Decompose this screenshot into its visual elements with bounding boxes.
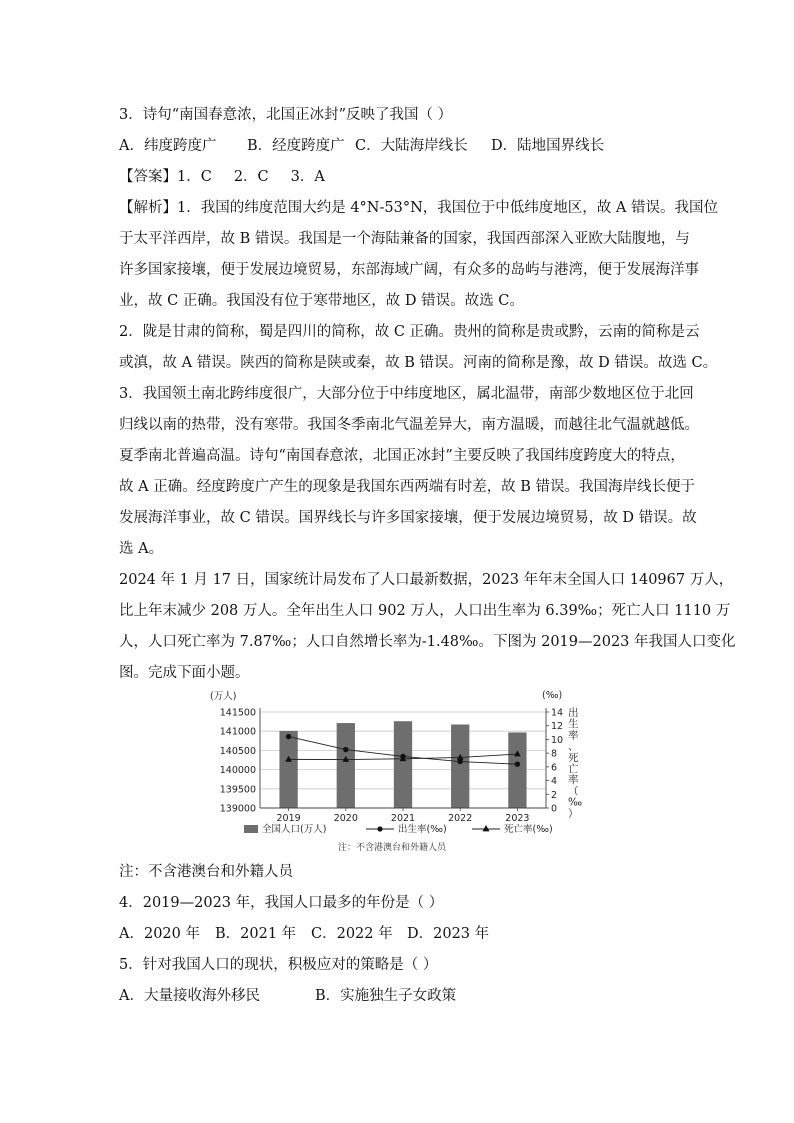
q3-stem: 3．诗句“南国春意浓，北国正冰封”反映了我国（ ） [119,107,453,123]
answer-1: 1．C [177,169,212,185]
q3-option-b: B．经度跨度广 [247,138,345,154]
legend-bar-swatch [244,825,258,833]
analysis-line: 故 A 正确。经度跨度广产生的现象是我国东西两端有时差，故 B 错误。我国海岸线长便于 [119,479,696,495]
q4-option-b: B．2021 年 [215,926,297,942]
right-tick-label: 10 [551,734,564,746]
right-tick-label: 12 [551,721,564,733]
x-tick-label: 2022 [448,813,473,824]
intro-line: 比上年末减少 208 万人。全年出生人口 902 万人，人口出生率为 6.39‰；死亡人口 1110 万 [119,603,731,619]
right-axis-label-char: 率 [568,729,579,742]
population-bar [394,721,412,808]
q3-option-c: C．大陆海岸线长 [355,138,468,154]
note: 注：不含港澳台和外籍人员 [119,864,293,880]
right-tick-label: 8 [551,748,558,760]
analysis-line: 2．陇是甘肃的简称，蜀是四川的简称，故 C 正确。贵州的简称是贵或黔，云南的简称是云 [119,324,700,340]
q4-stem: 4．2019—2023 年，我国人口最多的年份是（ ） [119,895,444,911]
left-tick-label: 141500 [219,707,256,719]
left-tick-label: 139500 [219,784,256,796]
right-tick-label: 14 [551,707,564,719]
intro-line: 图。完成下面小题。 [119,665,250,681]
analysis-text: 1．我国的纬度范围大约是 4°N-53°N，我国位于中低纬度地区，故 A 错误。我国位 [177,200,718,216]
right-axis-label-char: 亡 [568,763,579,775]
right-axis-label-char: 、 [568,740,579,753]
analysis-line: 许多国家接壤，便于发展边境贸易，东部海域广阔，有众多的岛屿与港湾，便于发展海洋事 [119,262,699,278]
population-bar [337,723,355,808]
analysis-line: 3．我国领土南北跨纬度很广，大部分位于中纬度地区，属北温带，南部少数地区位于北回 [119,386,694,402]
right-axis-label-char: ‰ [568,796,583,809]
analysis-line: 归线以南的热带，没有寒带。我国冬季南北气温差异大，南方温暖，而越往北气温就越低。 [119,417,699,433]
birth-rate-point [286,734,291,739]
x-tick-label: 2020 [333,813,358,824]
analysis-line: 发展海洋事业，故 C 错误。国界线长与许多国家接壤，便于发展边境贸易，故 D 错误。故 [119,510,697,526]
answer-3: 3．A [290,169,325,185]
q4-option-d: D．2023 年 [407,926,490,942]
right-tick-label: 0 [551,803,558,815]
q3-options [119,131,681,162]
left-axis-unit: (万人) [210,691,237,702]
birth-rate-point [515,761,520,766]
q5-options [119,981,456,1012]
population-chart-svg [208,686,583,858]
q5-stem: 5．针对我国人口的现状，积极应对的策略是（ ） [119,957,438,973]
right-axis-label-char: 出 [568,707,579,719]
q5-option-b: B．实施独生子女政策 [315,988,457,1004]
right-axis-label-char: 生 [568,718,579,731]
intro-line: 人，人口死亡率为 7.87‰；人口自然增长率为-1.48‰。下图为 2019—2023 年我国人口变化 [119,634,736,650]
right-axis-label-char: 率 [568,774,579,787]
q4-options [119,919,489,950]
analysis-line: 于太平洋西岸，故 B 错误。我国是一个海陆兼备的国家，我国西部深入亚欧大陆腹地，与 [119,231,690,247]
answer-line [119,162,681,193]
chart-footnote: 注：不含港澳台和外籍人员 [337,843,447,853]
x-tick-label: 2023 [505,813,530,824]
x-tick-label: 2019 [276,813,301,824]
answer-2: 2．C [233,169,269,185]
x-tick-label: 2021 [390,813,416,824]
analysis-line: 选 A。 [119,541,164,557]
left-tick-label: 139000 [219,803,256,815]
question-block [119,100,736,689]
right-axis-label-char: 死 [568,751,579,764]
right-axis-unit: (‰) [542,690,563,701]
answer-label: 【答案】 [119,169,177,185]
right-tick-label: 4 [551,776,558,788]
legend-birth-marker [377,826,382,831]
legend-label-death: 死亡率(‰) [504,824,553,835]
q5-option-a: A．大量接收海外移民 [119,988,260,1004]
legend-label-population: 全国人口(万人) [262,824,327,835]
population-bar [508,732,526,808]
right-tick-label: 6 [551,762,558,774]
birth-rate-point [343,747,348,752]
intro-line: 2024 年 1 月 17 日，国家统计局发布了人口最新数据，2023 年年末全国人口 140967 万人， [119,572,734,588]
legend-death-marker [483,825,490,831]
analysis-line: 夏季南北普遍高温。诗句“南国春意浓，北国正冰封”主要反映了我国纬度跨度大的特点， [119,448,685,464]
analysis-line: 业，故 C 正确。我国没有位于寒带地区，故 D 错误。故选 C。 [119,293,524,309]
q3-option-a: A．纬度跨度广 [119,138,217,154]
right-axis-label [568,706,582,820]
analysis-label: 【解析】 [119,200,177,216]
population-bar [279,731,297,808]
right-tick-label: 2 [551,789,558,801]
legend-label-birth: 出生率(‰) [398,824,447,835]
analysis-line [119,193,718,224]
q3-option-d: D．陆地国界线长 [491,138,605,154]
population-chart [208,686,583,858]
population-bar [451,724,469,808]
right-axis-label-char: （ [568,785,579,798]
right-axis-label-char: ） [568,807,579,820]
q4-option-a: A．2020 年 [119,926,200,942]
q4-option-c: C．2022 年 [311,926,393,942]
left-tick-label: 140500 [219,745,256,757]
analysis-line: 或滇，故 A 错误。陕西的简称是陕或秦，故 B 错误。河南的简称是豫，故 D 错误。故选 C。 [119,355,718,371]
left-tick-label: 140000 [219,765,256,777]
left-tick-label: 141000 [219,726,256,738]
